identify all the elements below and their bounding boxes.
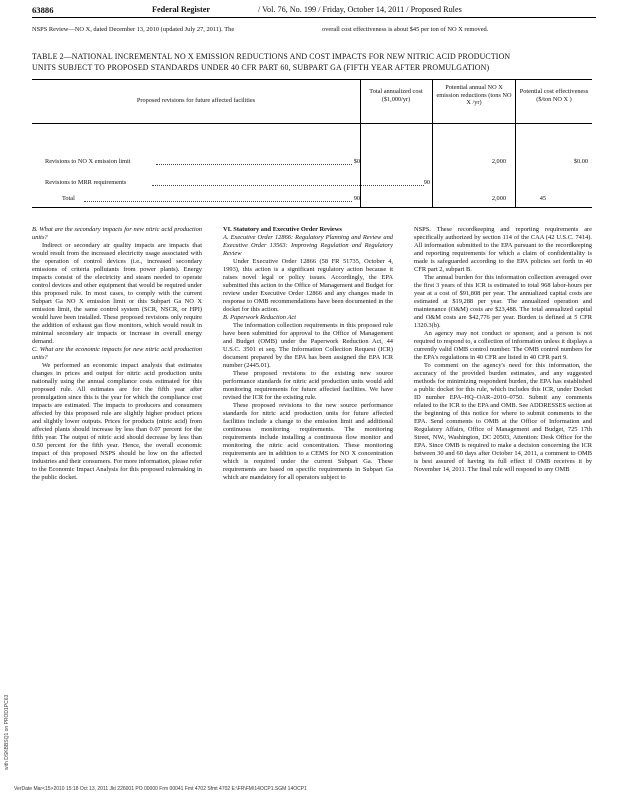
- column-header-reductions: Potential annual NO X emission reductions (tons NO X /yr): [436, 84, 512, 107]
- dot-leader: [84, 201, 352, 202]
- column-middle: [223, 226, 393, 483]
- print-footer: VerDate Mar<15>2010 15:18 Oct 13, 2011 Jkt 226001 PO 00000 Frm 00041 Fmt 4702 Sfmt 4702 E:\FR\FM\14OCP1.SGM 14OCP1: [14, 786, 307, 792]
- body-text: [32, 226, 594, 774]
- reductions-cell: 2,000: [491, 195, 506, 202]
- paragraph: Indirect or secondary air quality impacts are impacts that would result from the increased electricity usage associated with the operation of control devices (i.e., increased secondary emissions of criteria pollutants from power plants). Energy impacts consist of the electricity and steam needed to operate control devices and other equipment that would be required under this proposed rule. In most cases, to comply with the current Subpart Ga NO X emission limit or this Subpart Ga NO X emission limit, the same control system (SCR, NSCR, or HPI) would have been installed. These proposed revisions only require the addition of exhaust gas flow monitors, which would result in minimal secondary air impacts or increase in overall energy demand.: [32, 242, 202, 346]
- paragraph: Under Executive Order 12866 (58 FR 51735, October 4, 1993), this action is a significant regulatory action because it raises novel legal or policy issues. Accordingly, the EPA submitted this action to the Office of Management and Budget for review under Executive Order 12866 and any changes made in response to OMB recommendations have been documented in the docket for this action.: [223, 258, 393, 314]
- cost-cell: 90: [353, 195, 360, 202]
- effectiveness-cell: $0.00: [573, 158, 588, 165]
- dot-leader: [152, 185, 424, 186]
- table-row: [32, 158, 592, 168]
- paragraph: These proposed revisions to the existing new source performance standards for nitric acid production units would add monitoring requirements for future affected facilities. We have revised the ICR for the existing rule.: [223, 370, 393, 402]
- column-header-effectiveness: Potential cost effectiveness ($/ton NO X ): [519, 88, 589, 103]
- paragraph: The annual burden for this information collection averaged over the first 3 years of this ICR is estimated to total 968 labor-hours per year at a cost of $91,808 per year. The annualized capital costs are estimated at $19,288 per year. The annualized operation and maintenance (O&M) costs are $23,488. The total annualized capital and O&M costs are $42,776 per year. Burden is defined at 5 CFR 1320.3(b).: [414, 274, 592, 330]
- margin-stamp-text: with DSKBBSQ1 on PROD1PC63: [4, 694, 10, 770]
- section-heading: C. What are the economic impacts for new nitric acid production units?: [32, 346, 202, 362]
- margin-stamp: [4, 640, 22, 770]
- section-heading: VI. Statutory and Executive Order Reviews: [223, 226, 342, 233]
- column-left: [32, 226, 202, 483]
- row-label: Revisions to NO X emission limit: [45, 158, 131, 165]
- margin-stamp-text: [0, 740, 1, 770]
- cost-cell: 90: [423, 179, 430, 186]
- section-heading: B. Paperwork Reduction Act: [223, 314, 297, 322]
- row-label: Total: [62, 195, 75, 202]
- table-title-line1: TABLE 2—NATIONAL INCREMENTAL NO X EMISSION REDUCTIONS AND COST IMPACTS FOR NEW NITRIC ACID PRODUCTION: [32, 52, 511, 61]
- header-rule: [32, 123, 592, 124]
- row-label: Revisions to MRR requirements: [45, 179, 127, 186]
- page-number: 63886: [32, 5, 54, 15]
- table-row: [32, 195, 592, 205]
- paragraph: We performed an economic impact analysis that estimates changes in prices and output for nitric acid production units nationally using the annual compliance costs estimated for this proposed rule. All estimates are for the fifth year after promulgation since this is the year for which the compliance cost impacts are estimated. The impacts to producers and consumers affected by this proposed rule are slightly higher product prices and slightly lower outputs. Prices for products (nitric acid) from affected plants should increase by less than 0.07 percent for the fifth year. The output of nitric acid should decrease by less than 0.50 percent for the fifth year. Hence, the overall economic impact of this proposed NSPS should be low on the affected industries and their consumers. For more information, please refer to the Economic Impact Analysis for this proposed rulemaking in the public docket.: [32, 362, 202, 482]
- section-heading: B. What are the secondary impacts for new nitric acid production units?: [32, 226, 202, 242]
- paragraph: To comment on the agency's need for this information, the accuracy of the provided burden estimates, and any suggested methods for minimizing respondent burden, the EPA has established a public docket for this rule, which includes this ICR, under Docket ID number EPA–HQ–OAR–2010–0750. Submit any comments related to the ICR to the EPA and OMB. See ADDRESSES section at the beginning of this notice for where to submit comments to the EPA. Send comments to OMB at the Office of Information and Regulatory Affairs, Office of Management and Budget, 725 17th Street, NW., Washington, DC 20503, Attention: Desk Office for the EPA. Since OMB is required to make a decision concerning the ICR between 30 and 60 days after October 14, 2011, a comment to OMB is best assured of having its full effect if OMB receives it by November 14, 2011. The final rule will respond to any OMB: [414, 362, 592, 474]
- cost-cell: $0: [353, 158, 360, 165]
- column-header-revisions: Proposed revisions for future affected facilities: [136, 97, 256, 104]
- column-header-cost: Total annualized cost ($1,000/yr): [369, 88, 423, 103]
- table-title: [32, 52, 592, 73]
- paragraph: An agency may not conduct or sponsor, and a person is not required to respond to, a collection of information unless it displays a currently valid OMB control number. The OMB control numbers for the EPA's regulations in 40 CFR are listed in 40 CFR part 9.: [414, 330, 592, 362]
- dot-leader: [156, 164, 352, 165]
- continued-text-left: NSPS Review—NO X, dated December 13, 2010 (updated July 27, 2011). The: [32, 26, 235, 33]
- journal-name: Federal Register: [152, 5, 210, 14]
- header-rule: [32, 17, 596, 18]
- effectiveness-cell: 45: [539, 195, 546, 202]
- section-heading: A. Executive Order 12866: Regulatory Planning and Review and Executive Order 13563: Improving Regulation and Regulatory Review: [223, 234, 393, 258]
- impacts-table: [32, 79, 592, 208]
- column-right: [414, 226, 592, 474]
- continued-text-right: overall cost effectiveness is about $45 per ton of NO X removed.: [322, 26, 489, 33]
- table-title-line2: UNITS SUBJECT TO PROPOSED STANDARDS UNDER 40 CFR PART 60, SUBPART GA (FIFTH YEAR AFTER PROMULGATION): [32, 62, 490, 72]
- reductions-cell: 2,000: [491, 158, 506, 165]
- paragraph: The information collection requirements in this proposed rule have been submitted for approval to the Office of Management and Budget (OMB) under the Paperwork Reduction Act, 44 U.S.C. 3501 et seq. The Information Collection Request (ICR) document prepared by the EPA has been assigned the EPA ICR number (2445.01).: [223, 322, 393, 370]
- issue-info: / Vol. 76, No. 199 / Friday, October 14, 2011 / Proposed Rules: [258, 5, 462, 14]
- paragraph: NSPS. These recordkeeping and reporting requirements are specifically authorized by section 114 of the CAA (42 U.S.C. 7414). All information submitted to the EPA pursuant to the recordkeeping and reporting requirements for which a claim of confidentiality is made is safeguarded according to the EPA policies set forth in 40 CFR part 2, subpart B.: [414, 226, 592, 274]
- table-row: [32, 179, 592, 189]
- paragraph: These proposed revisions to the new source performance standards for nitric acid production units for future affected facilities include a change to the emission limit and additional continuous monitoring requirements. The monitoring requirements include installing a continuous flow monitor and monitoring the nitric acid concentration. These monitoring requirements are in addition to a CEMS for NO X concentration which is required under the current Subpart Ga. These requirements are based on specific requirements in Subpart Ga which are mandatory for all operators subject to: [223, 402, 393, 482]
